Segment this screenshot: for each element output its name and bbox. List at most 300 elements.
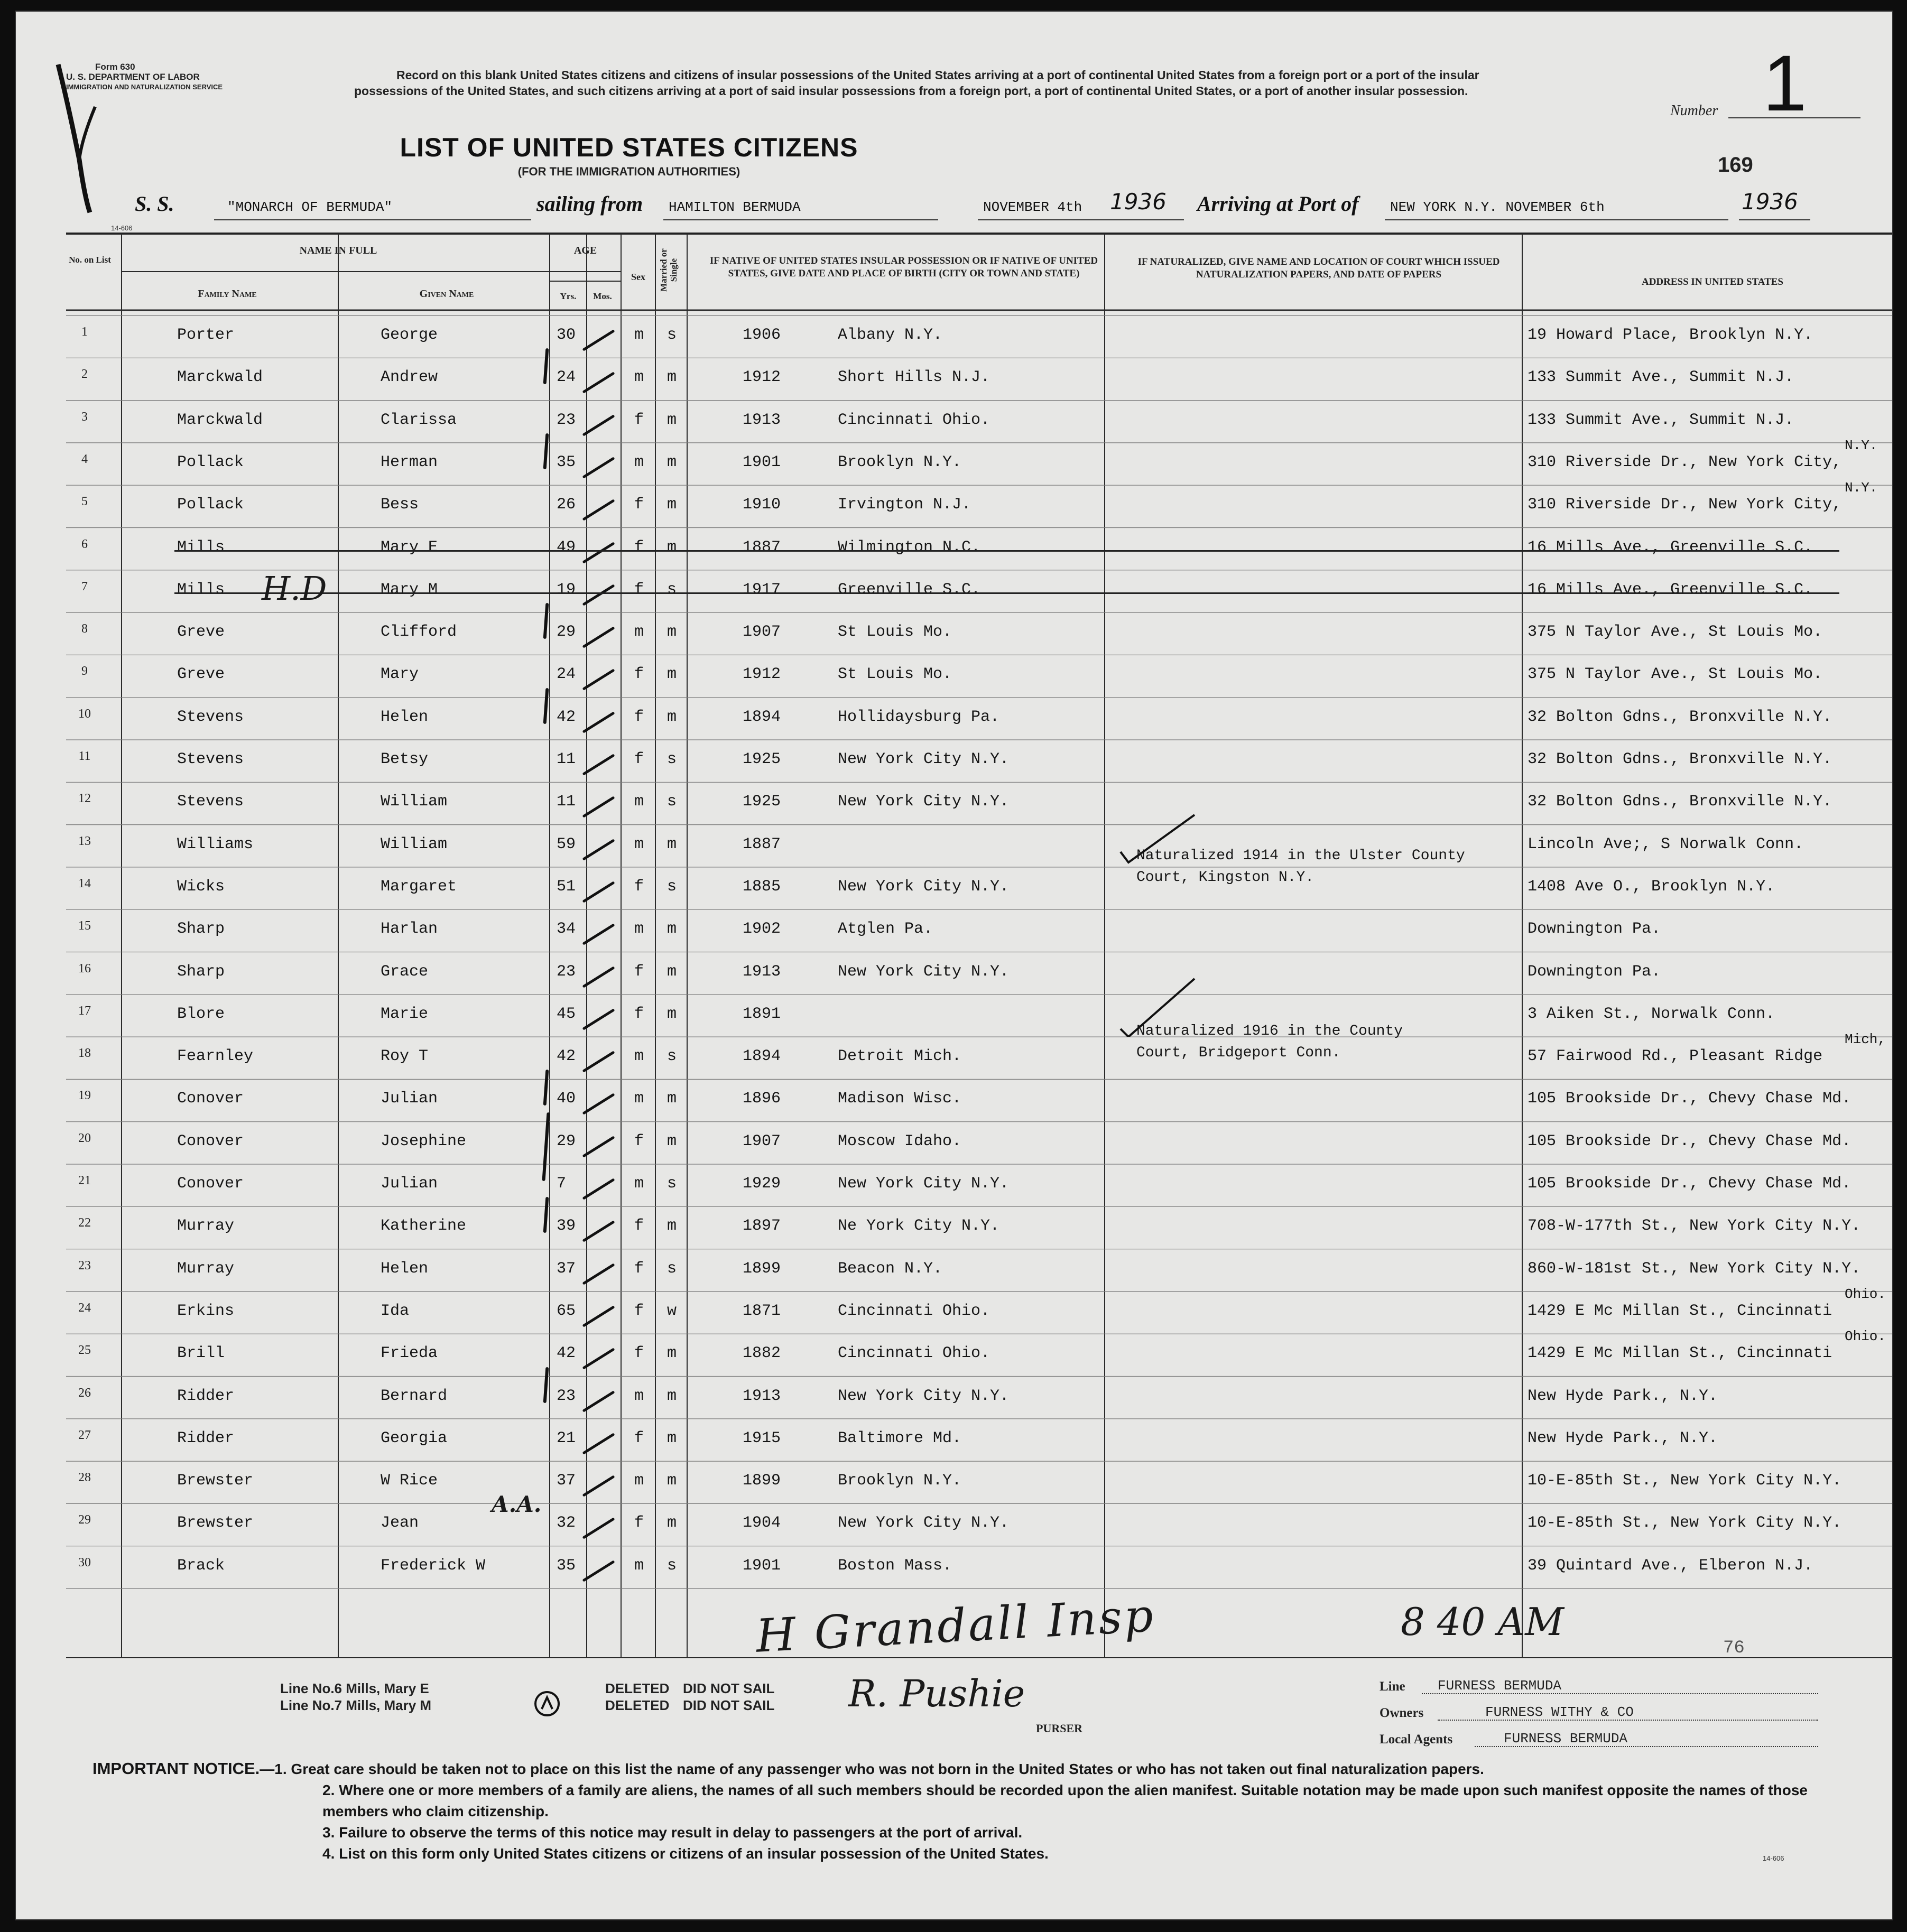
naturalization-note: Naturalized 1914 in the Ulster County	[1136, 848, 1465, 864]
sex-cell: f	[634, 708, 644, 726]
row-number: 13	[78, 834, 91, 848]
sex-cell: f	[634, 1259, 644, 1278]
sex-cell: m	[634, 1175, 644, 1193]
marital-status: m	[667, 411, 677, 429]
family-name: Ridder	[177, 1429, 235, 1447]
family-name: Pollack	[177, 453, 244, 471]
marital-status: s	[667, 1047, 677, 1066]
row-number: 24	[78, 1301, 91, 1315]
birth-year: 1912	[743, 368, 781, 387]
arriving-label: Arriving at Port of	[1197, 192, 1359, 216]
address: 19 Howard Place, Brooklyn N.Y.	[1528, 326, 1813, 344]
address: 39 Quintard Ave., Elberon N.J.	[1528, 1556, 1813, 1575]
strikethrough-line	[174, 592, 1839, 594]
sex-cell: f	[634, 580, 644, 599]
age-years: 65	[557, 1302, 576, 1320]
birth-place: Short Hills N.J.	[838, 368, 990, 387]
address-note: N.Y.	[1845, 437, 1878, 453]
row-number: 7	[81, 579, 88, 593]
address: 105 Brookside Dr., Chevy Chase Md.	[1528, 1090, 1852, 1108]
header-no-on-list: No. on List	[69, 255, 111, 265]
family-name: Greve	[177, 623, 225, 642]
address: 708-W-177th St., New York City N.Y.	[1528, 1217, 1861, 1236]
family-name: Marckwald	[177, 411, 263, 429]
age-years: 37	[557, 1259, 576, 1278]
age-years: 26	[557, 496, 576, 514]
given-name: Josephine	[381, 1132, 467, 1150]
birth-year: 1912	[743, 665, 781, 684]
owners-value: FURNESS WITHY & CO	[1485, 1704, 1634, 1720]
sex-cell: m	[634, 368, 644, 387]
address: 105 Brookside Dr., Chevy Chase Md.	[1528, 1132, 1852, 1150]
birth-year: 1887	[743, 835, 781, 853]
header-given-name: Given Name	[419, 288, 474, 300]
given-name: Julian	[381, 1090, 438, 1108]
address: Downington Pa.	[1528, 920, 1661, 939]
family-name: Mills	[177, 538, 225, 556]
birth-year: 1887	[743, 538, 781, 556]
address: 1429 E Mc Millan St., Cincinnati	[1528, 1302, 1832, 1320]
given-name: Clarissa	[381, 411, 457, 429]
family-name: Conover	[177, 1132, 244, 1150]
purser-label: PURSER	[1036, 1722, 1083, 1735]
address: New Hyde Park., N.Y.	[1528, 1387, 1718, 1405]
sex-cell: m	[634, 835, 644, 853]
age-years: 23	[557, 411, 576, 429]
notice-item-3: 3. Failure to observe the terms of this notice may result in delay to passengers at the port of arrival.	[322, 1824, 1023, 1841]
row-number: 30	[78, 1555, 91, 1569]
family-name: Brewster	[177, 1472, 254, 1490]
strikethrough-line	[174, 550, 1839, 552]
given-name: Mary M	[381, 580, 438, 599]
family-name: Brill	[177, 1344, 225, 1363]
notice-item-1: —1. Great care should be taken not to place on this list the name of any passenger who was not born in the United States or who has not taken out final naturalization papers.	[260, 1761, 1484, 1777]
row-number: 16	[78, 961, 91, 976]
age-years: 23	[557, 1387, 576, 1405]
deleted-status: DELETED	[605, 1697, 670, 1713]
birth-year: 1894	[743, 708, 781, 726]
birth-place: Moscow Idaho.	[838, 1132, 962, 1150]
row-number: 23	[78, 1258, 91, 1272]
row-number: 27	[78, 1428, 91, 1442]
given-name: Frederick W	[381, 1556, 486, 1575]
address: 32 Bolton Gdns., Bronxville N.Y.	[1528, 793, 1832, 811]
birth-place: New York City N.Y.	[838, 793, 1010, 811]
birth-place: Cincinnati Ohio.	[838, 1344, 990, 1363]
address: 310 Riverside Dr., New York City,	[1528, 496, 1842, 514]
address: 375 N Taylor Ave., St Louis Mo.	[1528, 665, 1823, 684]
marital-status: m	[667, 920, 677, 939]
address: 57 Fairwood Rd., Pleasant Ridge	[1528, 1047, 1823, 1066]
checkmark	[1115, 810, 1221, 873]
header-married-single: Married or Single	[659, 248, 679, 292]
row-number: 17	[78, 1004, 91, 1018]
address-note: Ohio.	[1845, 1329, 1886, 1345]
age-years: 32	[557, 1514, 576, 1532]
birth-year: 1891	[743, 1005, 781, 1023]
purser-signature: R. Pushie	[848, 1672, 1025, 1715]
given-name: Bess	[381, 496, 419, 514]
sex-cell: m	[634, 920, 644, 939]
sex-cell: f	[634, 1005, 644, 1023]
birth-place: New York City N.Y.	[838, 877, 1010, 896]
header-years: Yrs.	[560, 291, 577, 301]
address-note: N.Y.	[1845, 480, 1878, 496]
given-name: Grace	[381, 962, 429, 981]
arrival-year: 1936	[1742, 189, 1798, 215]
sex-cell: f	[634, 538, 644, 556]
address: 32 Bolton Gdns., Bronxville N.Y.	[1528, 750, 1832, 768]
birth-place: Baltimore Md.	[838, 1429, 962, 1447]
sex-cell: f	[634, 1302, 644, 1320]
age-years: 35	[557, 1556, 576, 1575]
birth-year: 1899	[743, 1259, 781, 1278]
age-years: 49	[557, 538, 576, 556]
marital-status: m	[667, 665, 677, 684]
mills-mark: H.D	[262, 569, 327, 608]
row-number: 2	[81, 367, 88, 382]
row-number: 8	[81, 622, 88, 636]
birth-place: Cincinnati Ohio.	[838, 1302, 990, 1320]
address: 105 Brookside Dr., Chevy Chase Md.	[1528, 1175, 1852, 1193]
row-number: 28	[78, 1471, 91, 1485]
ss-label: S. S.	[135, 192, 174, 216]
address: 133 Summit Ave., Summit N.J.	[1528, 411, 1794, 429]
naturalization-note: Naturalized 1916 in the County	[1136, 1023, 1403, 1039]
important-notice	[92, 1758, 1831, 1864]
family-name: Sharp	[177, 920, 225, 939]
header-sex: Sex	[631, 272, 645, 282]
deleted-status: DELETED	[605, 1680, 670, 1696]
number-label: Number	[1670, 103, 1718, 119]
address: 10-E-85th St., New York City N.Y.	[1528, 1472, 1842, 1490]
header-address: ADDRESS IN UNITED STATES	[1641, 276, 1783, 287]
given-name: George	[381, 326, 438, 344]
family-name: Williams	[177, 835, 254, 853]
age-years: 39	[557, 1217, 576, 1236]
age-years: 37	[557, 1472, 576, 1490]
address: 133 Summit Ave., Summit N.J.	[1528, 368, 1794, 387]
service: IMMIGRATION AND NATURALIZATION SERVICE	[66, 83, 223, 91]
header-name-in-full: NAME IN FULL	[299, 245, 377, 256]
address: 375 N Taylor Ave., St Louis Mo.	[1528, 623, 1823, 642]
age-years: 42	[557, 1344, 576, 1363]
given-name: Ida	[381, 1302, 410, 1320]
sex-cell: m	[634, 1090, 644, 1108]
marital-status: m	[667, 1514, 677, 1532]
marital-status: m	[667, 623, 677, 642]
marital-status: s	[667, 1175, 677, 1193]
marital-status: m	[667, 1132, 677, 1150]
row-number: 6	[81, 537, 88, 551]
marital-status: s	[667, 793, 677, 811]
address: 16 Mills Ave., Greenville S.C.	[1528, 580, 1813, 599]
marital-status: m	[667, 1429, 677, 1447]
birth-place: Brooklyn N.Y.	[838, 453, 962, 471]
given-name: Georgia	[381, 1429, 448, 1447]
address: 3 Aiken St., Norwalk Conn.	[1528, 1005, 1775, 1023]
marital-status: s	[667, 580, 677, 599]
birth-year: 1899	[743, 1472, 781, 1490]
given-name: Andrew	[381, 368, 438, 387]
birth-year: 1925	[743, 750, 781, 768]
marital-status: m	[667, 496, 677, 514]
marital-status: m	[667, 368, 677, 387]
family-name: Murray	[177, 1217, 235, 1236]
age-years: 19	[557, 580, 576, 599]
marital-status: m	[667, 538, 677, 556]
form-subtitle: (FOR THE IMMIGRATION AUTHORITIES)	[517, 165, 740, 178]
department: U. S. DEPARTMENT OF LABOR	[66, 72, 200, 82]
address: 1408 Ave O., Brooklyn N.Y.	[1528, 877, 1775, 896]
birth-year: 1917	[743, 580, 781, 599]
birth-year: 1907	[743, 1132, 781, 1150]
family-name: Murray	[177, 1259, 235, 1278]
given-name: Helen	[381, 1259, 429, 1278]
sex-cell: f	[634, 877, 644, 896]
marital-status: m	[667, 708, 677, 726]
row-number: 9	[81, 664, 88, 679]
arrival-port: NEW YORK N.Y. NOVEMBER 6th	[1390, 199, 1605, 215]
inspector-signature: H Grandall Insp	[754, 1589, 1157, 1663]
notice-item-2: 2. Where one or more members of a family are aliens, the names of all such members should be recorded upon the alien manifest. Suitable notation may be made upon such manifest opposite the names of those members who claim citizenship.	[322, 1782, 1808, 1819]
marital-status: s	[667, 1259, 677, 1278]
marital-status: m	[667, 1090, 677, 1108]
age-years: 45	[557, 1005, 576, 1023]
marital-status: m	[667, 1344, 677, 1363]
given-name: Bernard	[381, 1387, 448, 1405]
birth-place: Cincinnati Ohio.	[838, 411, 990, 429]
page-stamp: 169	[1718, 153, 1753, 177]
header-birth: IF NATIVE OF UNITED STATES INSULAR POSSESSION OR IF NATIVE OF UNITED STATES, GIVE DATE AND PLACE OF BIRTH (CITY OR TOWN AND STATE)	[709, 255, 1098, 279]
address: 32 Bolton Gdns., Bronxville N.Y.	[1528, 708, 1832, 726]
age-years: 29	[557, 1132, 576, 1150]
row-number: 20	[78, 1131, 91, 1145]
arrival-time: 8 40 AM	[1401, 1600, 1564, 1644]
birth-place: Greenville S.C.	[838, 580, 981, 599]
naturalization-note: Court, Kingston N.Y.	[1136, 869, 1314, 886]
birth-year: 1925	[743, 793, 781, 811]
age-years: 59	[557, 835, 576, 853]
deleted-note-2	[280, 1696, 775, 1714]
family-name: Erkins	[177, 1302, 235, 1320]
sex-cell: f	[634, 496, 644, 514]
sex-cell: m	[634, 793, 644, 811]
address: 860-W-181st St., New York City N.Y.	[1528, 1259, 1861, 1278]
birth-year: 1885	[743, 877, 781, 896]
age-years: 51	[557, 877, 576, 896]
birth-year: 1901	[743, 1556, 781, 1575]
line-value: FURNESS BERMUDA	[1438, 1678, 1562, 1694]
row-number: 15	[78, 919, 91, 933]
address: New Hyde Park., N.Y.	[1528, 1429, 1718, 1447]
birth-year: 1907	[743, 623, 781, 642]
marital-status: m	[667, 1387, 677, 1405]
family-name: Stevens	[177, 708, 244, 726]
given-name: Marie	[381, 1005, 429, 1023]
marital-status: s	[667, 750, 677, 768]
row-number: 5	[81, 495, 88, 509]
given-name: Herman	[381, 453, 438, 471]
marital-status: m	[667, 835, 677, 853]
row-number: 4	[81, 452, 88, 466]
given-name: Roy T	[381, 1047, 429, 1066]
given-name: Betsy	[381, 750, 429, 768]
marital-status: m	[667, 1217, 677, 1236]
notice-heading: IMPORTANT NOTICE.	[92, 1759, 260, 1778]
sex-cell: f	[634, 1429, 644, 1447]
given-name: William	[381, 793, 448, 811]
row-number: 19	[78, 1089, 91, 1103]
given-name: Helen	[381, 708, 429, 726]
birth-place: New York City N.Y.	[838, 1514, 1010, 1532]
address: 10-E-85th St., New York City N.Y.	[1528, 1514, 1842, 1532]
sex-cell: f	[634, 411, 644, 429]
row-number: 25	[78, 1343, 91, 1358]
age-years: 21	[557, 1429, 576, 1447]
given-name: Mary E	[381, 538, 438, 556]
sex-cell: f	[634, 750, 644, 768]
family-name: Wicks	[177, 877, 225, 896]
family-name: Conover	[177, 1175, 244, 1193]
birth-year: 1913	[743, 411, 781, 429]
address: 16 Mills Ave., Greenville S.C.	[1528, 538, 1813, 556]
departure-date: NOVEMBER 4th	[983, 199, 1082, 215]
birth-year: 1913	[743, 1387, 781, 1405]
birth-year: 1882	[743, 1344, 781, 1363]
family-name: Greve	[177, 665, 225, 684]
marital-status: m	[667, 1472, 677, 1490]
given-name: Frieda	[381, 1344, 438, 1363]
birth-year: 1904	[743, 1514, 781, 1532]
birth-year: 1897	[743, 1217, 781, 1236]
form-instructions: Record on this blank United States citizens and citizens of insular possessions of the United States arriving at a port of continental United States from a foreign port or a port of the insular possessions of the United States, and such citizens arriving at a port of said insular possessions from a foreign port, a port of continental United States, or a port of another insular possession.	[354, 68, 1479, 98]
print-code-bottom: 14-606	[1763, 1854, 1784, 1862]
deleted-reason: DID NOT SAIL	[683, 1680, 775, 1696]
deleted-reason: DID NOT SAIL	[683, 1697, 775, 1713]
birth-place: New York City N.Y.	[838, 962, 1010, 981]
address: Lincoln Ave;, S Norwalk Conn.	[1528, 835, 1804, 853]
agents-value: FURNESS BERMUDA	[1504, 1731, 1628, 1747]
birth-place: Brooklyn N.Y.	[838, 1472, 962, 1490]
line-label: Line	[1380, 1679, 1405, 1694]
header-family-name: Family Name	[198, 288, 257, 300]
family-name: Brewster	[177, 1514, 254, 1532]
age-years: 30	[557, 326, 576, 344]
ship-name: "MONARCH OF BERMUDA"	[227, 199, 393, 215]
birth-place: Atglen Pa.	[838, 920, 933, 939]
age-years: 34	[557, 920, 576, 939]
birth-place: Detroit Mich.	[838, 1047, 962, 1066]
row-number: 18	[78, 1046, 91, 1061]
birth-place: Madison Wisc.	[838, 1090, 962, 1108]
birth-place: New York City N.Y.	[838, 1387, 1010, 1405]
address: 1429 E Mc Millan St., Cincinnati	[1528, 1344, 1832, 1363]
sex-cell: f	[634, 1132, 644, 1150]
family-name: Stevens	[177, 750, 244, 768]
header-age: AGE	[573, 245, 597, 256]
address: Downington Pa.	[1528, 962, 1661, 981]
birth-year: 1871	[743, 1302, 781, 1320]
family-name: Ridder	[177, 1387, 235, 1405]
birth-place: New York City N.Y.	[838, 750, 1010, 768]
sex-cell: m	[634, 1472, 644, 1490]
family-name: Conover	[177, 1090, 244, 1108]
age-years: 40	[557, 1090, 576, 1108]
deleted-note-1	[280, 1679, 775, 1697]
age-years: 29	[557, 623, 576, 642]
deleted-line: Line No.7 Mills, Mary M	[280, 1697, 432, 1713]
given-name: Harlan	[381, 920, 438, 939]
family-name: Brack	[177, 1556, 225, 1575]
sex-cell: m	[634, 1556, 644, 1575]
birth-year: 1896	[743, 1090, 781, 1108]
naturalization-note: Court, Bridgeport Conn.	[1136, 1045, 1341, 1061]
birth-year: 1901	[743, 453, 781, 471]
family-name: Pollack	[177, 496, 244, 514]
birth-year: 1906	[743, 326, 781, 344]
row-number: 22	[78, 1216, 91, 1230]
given-name: Jean	[381, 1514, 419, 1532]
birth-place: Beacon N.Y.	[838, 1259, 943, 1278]
manifest-sheet	[15, 11, 1893, 1920]
agents-label: Local Agents	[1380, 1732, 1453, 1747]
age-years: 42	[557, 1047, 576, 1066]
sex-cell: m	[634, 1387, 644, 1405]
owners-label: Owners	[1380, 1706, 1424, 1720]
print-code: 14-606	[111, 224, 133, 232]
address-note: Ohio.	[1845, 1286, 1886, 1302]
age-years: 42	[557, 708, 576, 726]
family-name: Blore	[177, 1005, 225, 1023]
family-name: Fearnley	[177, 1047, 254, 1066]
birth-year: 1894	[743, 1047, 781, 1066]
sex-cell: m	[634, 1047, 644, 1066]
row-number: 12	[78, 792, 91, 806]
given-name: William	[381, 835, 448, 853]
given-name: Katherine	[381, 1217, 467, 1236]
family-name: Porter	[177, 326, 235, 344]
age-years: 11	[557, 793, 576, 811]
marital-status: w	[667, 1302, 677, 1320]
header-naturalized: IF NATURALIZED, GIVE NAME AND LOCATION OF COURT WHICH ISSUED NATURALIZATION PAPERS, AND DATE OF PAPERS	[1137, 256, 1500, 280]
sex-cell: f	[634, 962, 644, 981]
sex-cell: f	[634, 1344, 644, 1363]
header-months: Mos.	[593, 291, 612, 301]
birth-place: Hollidaysburg Pa.	[838, 708, 1000, 726]
tally-number: 76	[1723, 1638, 1745, 1658]
address-note: Mich,	[1845, 1032, 1886, 1048]
birth-place: Albany N.Y.	[838, 326, 943, 344]
sex-cell: f	[634, 1514, 644, 1532]
list-number: 1	[1763, 39, 1807, 127]
given-name: Margaret	[381, 877, 457, 896]
row-number: 11	[78, 749, 91, 763]
birth-place: Ne York City N.Y.	[838, 1217, 1000, 1236]
given-name: Clifford	[381, 623, 457, 642]
family-name: Stevens	[177, 793, 244, 811]
sex-cell: f	[634, 665, 644, 684]
given-name: W Rice	[381, 1472, 438, 1490]
deleted-line: Line No.6 Mills, Mary E	[280, 1680, 429, 1696]
birth-place: Wilmington N.C.	[838, 538, 981, 556]
given-name: Mary	[381, 665, 419, 684]
age-years: 23	[557, 962, 576, 981]
row-number: 10	[78, 707, 91, 721]
sex-cell: m	[634, 453, 644, 471]
row-number: 14	[78, 876, 91, 890]
marital-status: m	[667, 1005, 677, 1023]
